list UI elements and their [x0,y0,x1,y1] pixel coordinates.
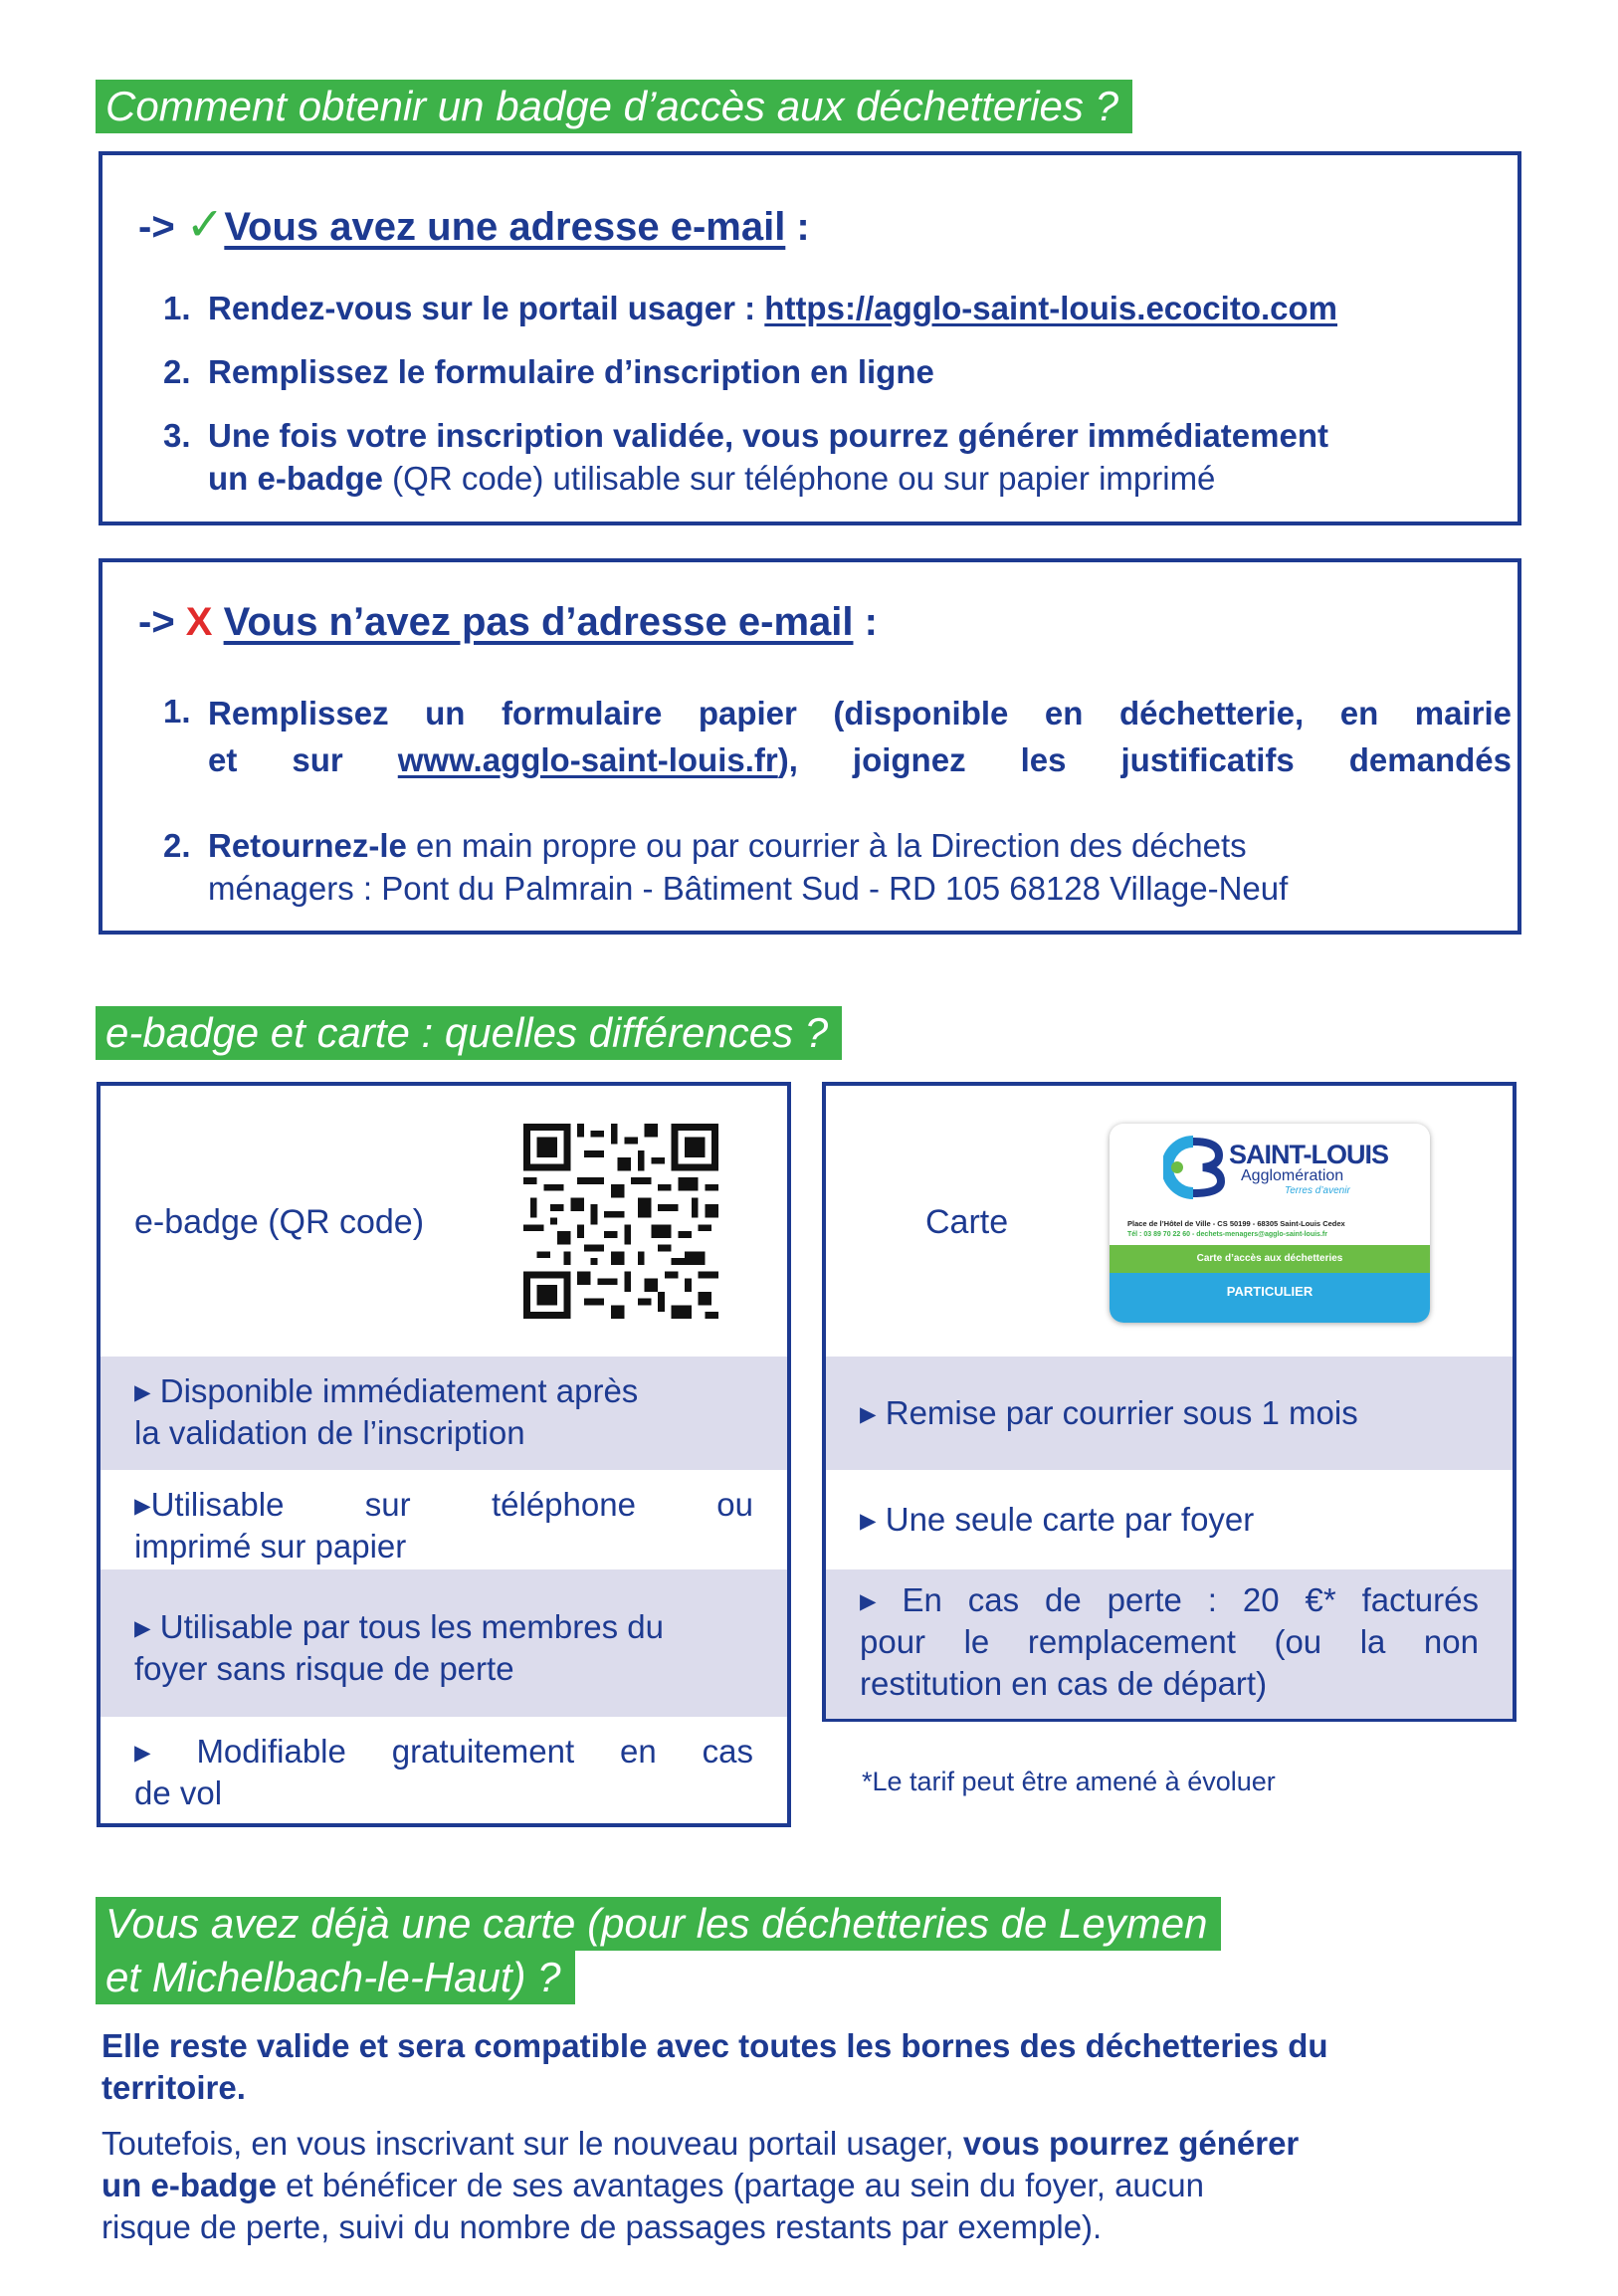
no-email-option-box [99,558,1521,935]
saint-louis-logo-icon [1163,1136,1233,1199]
no-email-step-1: 1. Remplissez un formulaire papier (disponible en déchetterie, en mairie et sur www.agglo-saint-louis.fr), joignez les justificatifs demandés [163,693,1512,778]
checkmark-icon: ✓ [185,198,225,250]
qr-code-icon [523,1124,718,1319]
carte-heading: Carte [925,1203,1009,1241]
cross-icon: X [185,600,213,644]
portal-link[interactable]: https://agglo-saint-louis.ecocito.com [764,290,1337,326]
existing-card-valid-text: Elle reste valide et sera compatible avec toutes les bornes des déchetteries du territoire. [101,2027,1328,2106]
email-step-3: 3. Une fois votre inscription validée, vous pourrez générer immédiatement un e-badge (QR code) utilisable sur téléphone ou sur papier imprimé [163,417,1328,497]
email-step-1: 1. Rendez-vous sur le portail usager : https://agglo-saint-louis.ecocito.com [163,290,1337,326]
tariff-note: *Le tarif peut être amené à évoluer [862,1767,1276,1796]
carte-column [822,1082,1517,1722]
ebadge-feature-2: ▸Utilisable sur téléphone ou imprimé sur papier [134,1486,753,1565]
card-band-blue: PARTICULIER [1110,1273,1430,1323]
ebadge-column [97,1082,791,1827]
email-step-2: 2. Remplissez le formulaire d’inscription en ligne [163,353,934,390]
section-title-differences: e-badge et carte : quelles différences ? [96,1006,842,1060]
section-title-existing-card: Vous avez déjà une carte (pour les déchetteries de Leymen et Michelbach-le-Haut) ? [96,1897,1221,2004]
email-option-box [99,151,1521,525]
no-email-option-heading: -> X Vous n’avez pas d’adresse e-mail : [138,600,878,644]
agglo-website-link[interactable]: www.agglo-saint-louis.fr [397,741,778,778]
card-band-green: Carte d’accès aux déchetteries [1110,1245,1430,1273]
ebadge-heading: e-badge (QR code) [134,1203,425,1241]
section-title-badge: Comment obtenir un badge d’accès aux déchetteries ? [96,80,1132,133]
carte-feature-2: ▸ Une seule carte par foyer [860,1501,1255,1538]
ebadge-feature-3: ▸ Utilisable par tous les membres du foyer sans risque de perte [101,1569,787,1717]
carte-feature-3: ▸ En cas de perte : 20 €* facturés pour le remplacement (ou la non restitution en cas de départ) [826,1569,1513,1719]
ebadge-feature-1: ▸ Disponible immédiatement après la validation de l’inscription [101,1357,787,1470]
existing-card-ebadge-text: Toutefois, en vous inscrivant sur le nouveau portail usager, vous pourrez générer un e-badge et bénéficer de ses avantages (partage au sein du foyer, aucun risque de perte, suivi du nombre de passages restants par exemple). [101,2125,1300,2245]
email-option-heading: -> ✓Vous avez une adresse e-mail : [138,198,810,250]
ebadge-feature-4: ▸ Modifiable gratuitement en cas de vol [134,1733,753,1811]
carte-feature-1: ▸ Remise par courrier sous 1 mois [826,1357,1513,1470]
no-email-step-2: 2. Retournez-le en main propre ou par courrier à la Direction des déchets ménagers : Pont du Palmrain - Bâtiment Sud - RD 105 68128 Village-Neuf [163,827,1289,907]
access-card-image: SAINT-LOUIS Agglomération Terres d’avenir Place de l’Hôtel de Ville - CS 50199 - 68305 Saint-Louis Cedex Tél : 03 89 70 22 60 - dechets-menagers@agglo-saint-louis.fr Carte d’accès aux déchetteries PARTICULIER [1110,1124,1430,1323]
